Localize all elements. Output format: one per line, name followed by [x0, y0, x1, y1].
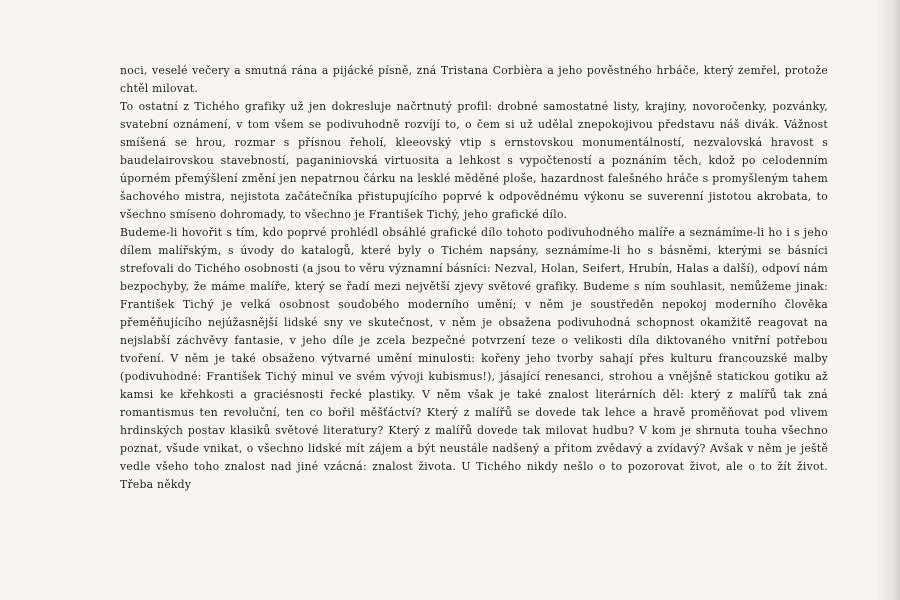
- paragraph-2: To ostatní z Tichého grafiky už jen dokresluje načrtnutý profil: drobné samostatné listy, krajiny, novoročenky, pozvánky, svatební oznámení, v tom všem se podivuhodně rozvíjí to, o čem si už udělal znepokojivou představu náš divák. Vážnost smíšená se hrou, rozmar s přísnou řeholí, kleeovský vtip s ernstovskou monumentálností, nezvalovská hravost s baudelairovskou stavebností, paganiniovská virtuosita a lehkost s vypočteností a poznáním těch, kdož po celodenním úporném přemýšlení změní jen nepatrnou čárku na lesklé měděné ploše, hazardnost falešného hráče s promyšleným tahem šachového mistra, nejistota začátečníka přistupujícího poprvé k odpovědnému výkonu se suverenní jistotou akrobata, to všechno smíseno dohromady, to všechno je František Tichý, jeho grafické dílo.: [120, 100, 828, 221]
- paragraph-3: Budeme-li hovořit s tím, kdo poprvé prohlédl obsáhlé grafické dílo tohoto podivuhodného malíře a seznámíme-li ho i s jeho dílem malířským, s úvody do katalogů, které byly o Tichém napsány, seznámíme-li ho s básněmi, kterými se básníci strefovali do Tichého osobnosti (a jsou to věru významní básníci: Nezval, Holan, Seifert, Hrubín, Halas a další), odpoví nám bezpochyby, že máme malíře, který se řadí mezi největší zjevy světové grafiky. Budeme s ním souhlasit, nemůžeme jinak: František Tichý je velká osobnost soudobého moderního umění; v něm je soustředěn nepokoj moderního člověka přeměňujícího nejúžasnější lidské sny ve skutečnost, v něm je obsažena podivuhodná schopnost okamžitě reagovat na nejslabší záchvěvy fantasie, v jeho díle je zcela bezpečné potvrzení teze o velikosti díla diktovaného vnitřní potřebou tvoření. V něm je také obsaženo výtvarné umění minulosti: kořeny jeho tvorby sahají přes kulturu francouzské malby (podivuhodné: František Tichý minul ve svém vývoji kubismus!), jásající renesanci, strohou a vnějšně statickou gotiku až kamsi ke křehkosti a graciésnosti řecké plastiky. V něm však je také znalost literárních děl: který z malířů tak zná romantismus ten revoluční, ten co bořil měšťáctví? Který z malířů se dovede tak lehce a hravě proměňovat pod vlivem hrdinských postav klasiků světové literatury? Který z malířů dovede tak milovat hudbu? V kom je shrnuta touha všechno poznat, všude vnikat, o všechno lidské mít zájem a být neustále nadšený a přitom zvědavý a zvídavý? Avšak v něm je ještě vedle všeho toho znalost nad jiné vzácná: znalost života. U Tichého nikdy nešlo o to pozorovat život, ale o to žít život. Třeba někdy: [120, 226, 828, 491]
- page-edge-shadow: [876, 0, 900, 600]
- paragraph-1: noci, veselé večery a smutná rána a pijácké písně, zná Tristana Corbièra a jeho pověstného hrbáče, který zemřel, protože chtěl milovat.: [120, 64, 828, 95]
- body-text: [120, 62, 828, 494]
